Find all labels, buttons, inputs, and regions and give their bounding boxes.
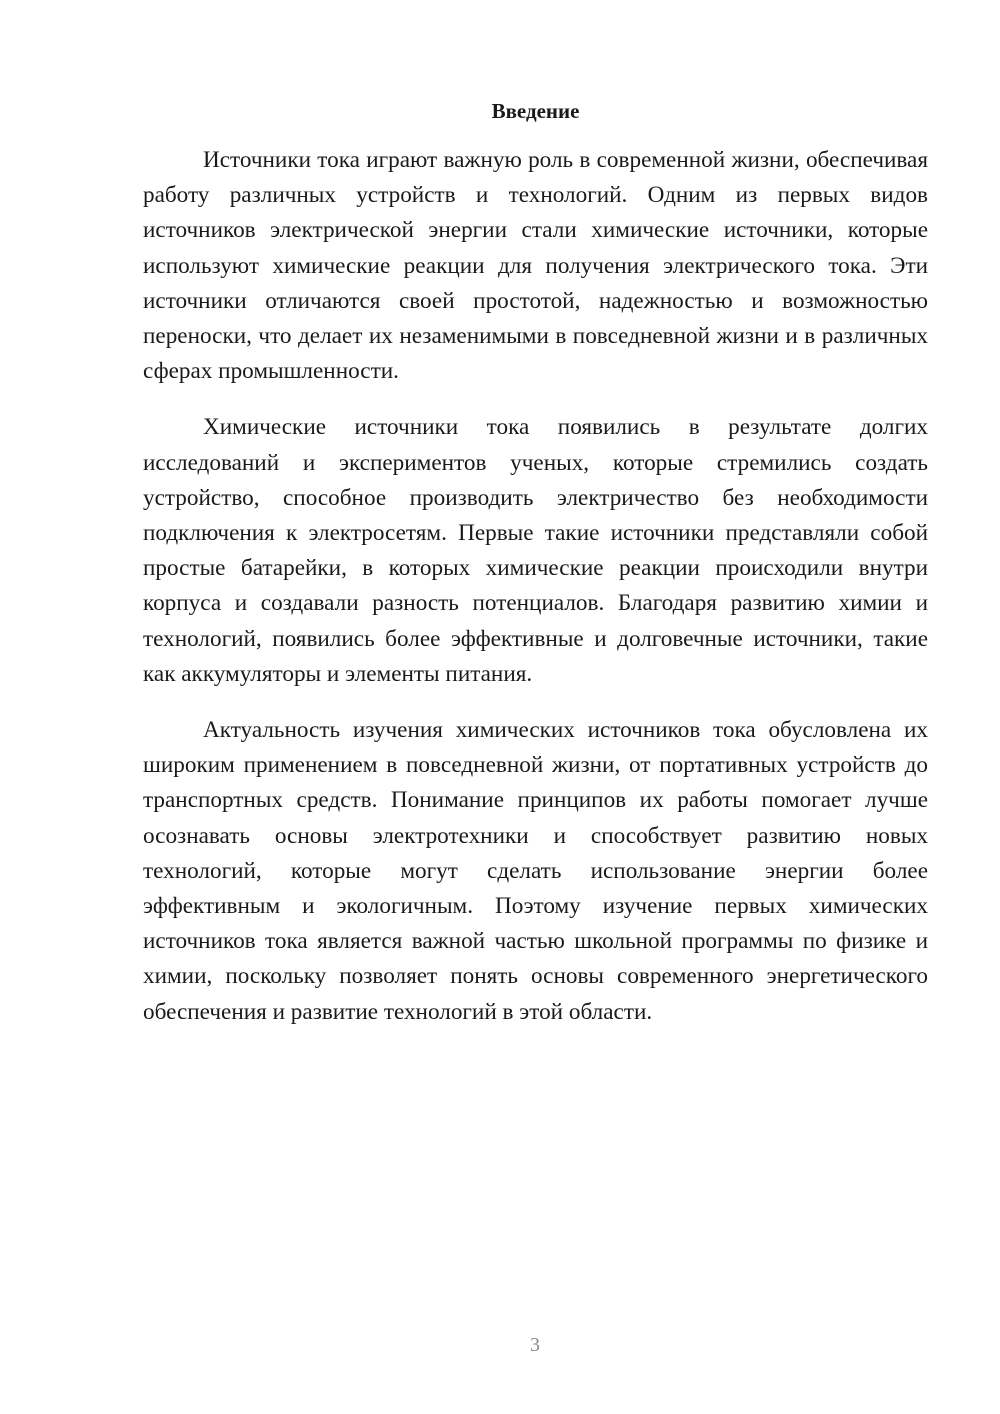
paragraph-3: Актуальность изучения химических источников тока обусловлена их широким применением в повседневной жизни, от портативных устройств до транспортных средств. Понимание принципов их работы помогает лучше осознавать основы электротехники и способствует развитию новых технологий, которые могут сделать использование энергии более эффективным и экологичным. Поэтому изучение первых химических источников тока является важной частью школьной программы по физике и химии, поскольку позволяет понять основы современного энергетического обеспечения и развитие технологий в этой области. (143, 717, 928, 1025)
page-number: 3 (530, 1334, 540, 1356)
body-text (143, 143, 928, 1051)
section-heading: Введение (491, 99, 580, 123)
paragraph-1: Источники тока играют важную роль в современной жизни, обеспечивая работу различных устройств и технологий. Одним из первых видов источников электрической энергии стали химические источники, которые используют химические реакции для получения электрического тока. Эти источники отличаются своей простотой, надежностью и возможностью переноски, что делает их незаменимыми в повседневной жизни и в различных сферах промышленности. (143, 147, 928, 385)
paragraph-2: Химические источники тока появились в результате долгих исследований и экспериментов ученых, которые стремились создать устройство, способное производить электричество без необходимости подключения к электросетям. Первые такие источники представляли собой простые батарейки, в которых химические реакции происходили внутри корпуса и создавали разность потенциалов. Благодаря развитию химии и технологий, появились более эффективные и долговечные источники, такие как аккумуляторы и элементы питания. (143, 414, 928, 687)
